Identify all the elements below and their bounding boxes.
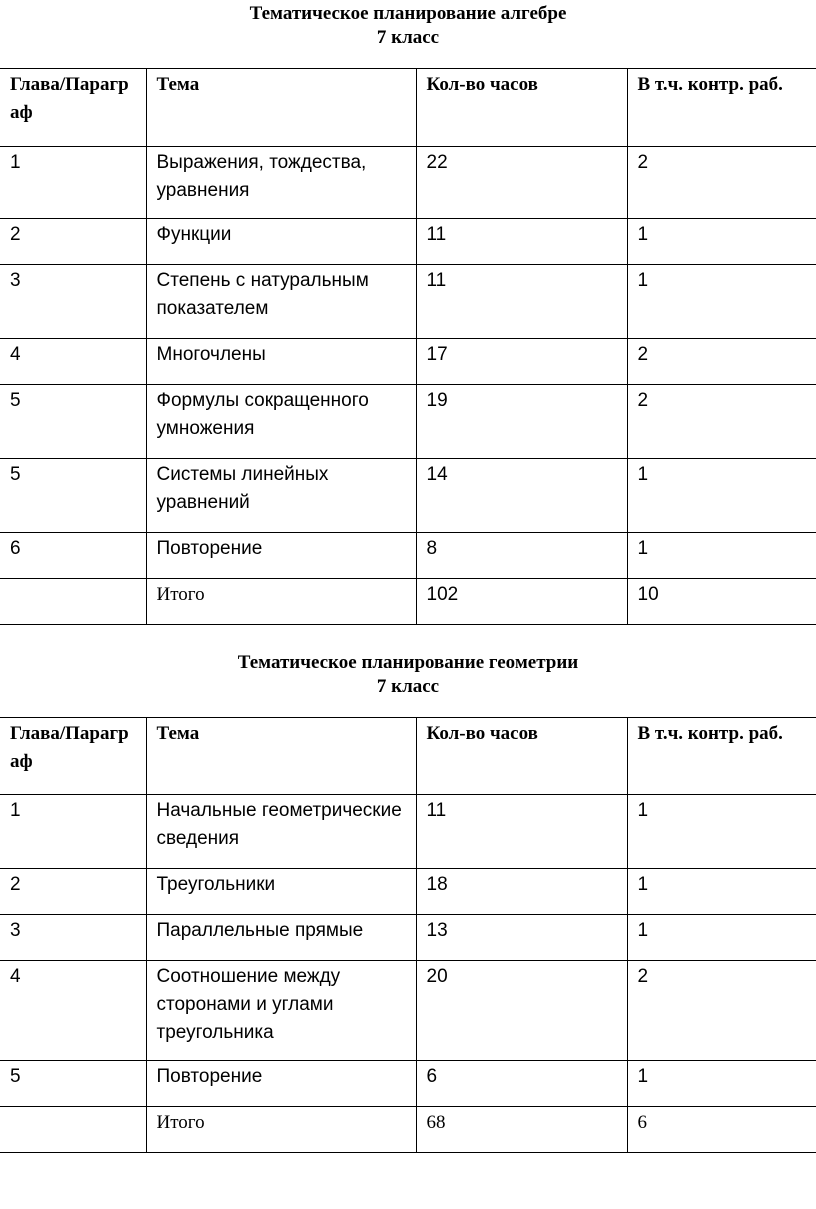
cell-topic: Треугольники [146,869,416,915]
table-row [0,339,816,385]
cell-chapter: 3 [0,915,146,961]
geometry-table [0,717,816,1153]
total-label: Итого [146,579,416,625]
cell-chapter: 1 [0,795,146,869]
total-row [0,579,816,625]
header-chapter: Глава/Параграф [0,718,146,795]
header-topic: Тема [146,718,416,795]
cell-topic: Выражения, тождества, уравнения [146,147,416,219]
cell-chapter: 3 [0,265,146,339]
table-row [0,265,816,339]
cell-chapter-empty [0,579,146,625]
cell-tests: 1 [627,869,816,915]
header-hours: Кол-во часов [416,718,627,795]
cell-hours: 19 [416,385,627,459]
algebra-grade: 7 класс [376,27,440,48]
cell-hours: 11 [416,795,627,869]
cell-topic: Повторение [146,533,416,579]
cell-topic: Многочлены [146,339,416,385]
cell-chapter: 2 [0,869,146,915]
cell-tests: 1 [627,459,816,533]
cell-tests: 1 [627,915,816,961]
header-topic: Тема [146,69,416,147]
table-row [0,915,816,961]
total-label: Итого [146,1107,416,1153]
table-row [0,459,816,533]
cell-chapter: 5 [0,385,146,459]
cell-hours: 18 [416,869,627,915]
cell-hours: 6 [416,1061,627,1107]
cell-tests: 1 [627,795,816,869]
header-hours: Кол-во часов [416,69,627,147]
cell-tests: 2 [627,339,816,385]
cell-hours: 20 [416,961,627,1061]
table-row [0,385,816,459]
cell-chapter: 2 [0,219,146,265]
cell-chapter: 4 [0,339,146,385]
cell-topic: Степень с натуральным показателем [146,265,416,339]
cell-topic: Параллельные прямые [146,915,416,961]
table-row [0,869,816,915]
cell-chapter: 4 [0,961,146,1061]
cell-hours: 17 [416,339,627,385]
geometry-title: Тематическое планирование геометрии [237,652,579,673]
cell-chapter: 5 [0,459,146,533]
cell-tests: 2 [627,961,816,1061]
total-hours: 68 [416,1107,627,1153]
cell-tests: 1 [627,533,816,579]
cell-tests: 1 [627,219,816,265]
header-tests: В т.ч. контр. раб. [627,69,816,147]
algebra-title-block [0,2,816,50]
cell-hours: 11 [416,265,627,339]
total-hours: 102 [416,579,627,625]
geometry-grade: 7 класс [376,676,440,697]
table-header-row [0,718,816,795]
table-row [0,533,816,579]
total-tests: 6 [627,1107,816,1153]
cell-chapter: 5 [0,1061,146,1107]
table-row [0,219,816,265]
table-row [0,147,816,219]
algebra-title: Тематическое планирование алгебре [249,3,567,24]
cell-hours: 13 [416,915,627,961]
cell-hours: 22 [416,147,627,219]
cell-topic: Формулы сокращенного умножения [146,385,416,459]
cell-tests: 2 [627,385,816,459]
table-row [0,795,816,869]
cell-chapter: 1 [0,147,146,219]
table-row [0,1061,816,1107]
cell-topic: Системы линейных уравнений [146,459,416,533]
cell-tests: 2 [627,147,816,219]
cell-tests: 1 [627,265,816,339]
header-chapter: Глава/Параграф [0,69,146,147]
cell-topic: Начальные геометрические сведения [146,795,416,869]
geometry-title-block [0,651,816,699]
cell-chapter: 6 [0,533,146,579]
cell-tests: 1 [627,1061,816,1107]
cell-topic: Повторение [146,1061,416,1107]
cell-hours: 11 [416,219,627,265]
cell-hours: 8 [416,533,627,579]
cell-topic: Функции [146,219,416,265]
cell-hours: 14 [416,459,627,533]
header-tests: В т.ч. контр. раб. [627,718,816,795]
table-row [0,961,816,1061]
total-row [0,1107,816,1153]
algebra-table [0,68,816,625]
cell-topic: Соотношение между сторонами и углами треугольника [146,961,416,1061]
cell-chapter-empty [0,1107,146,1153]
total-tests: 10 [627,579,816,625]
table-header-row [0,69,816,147]
